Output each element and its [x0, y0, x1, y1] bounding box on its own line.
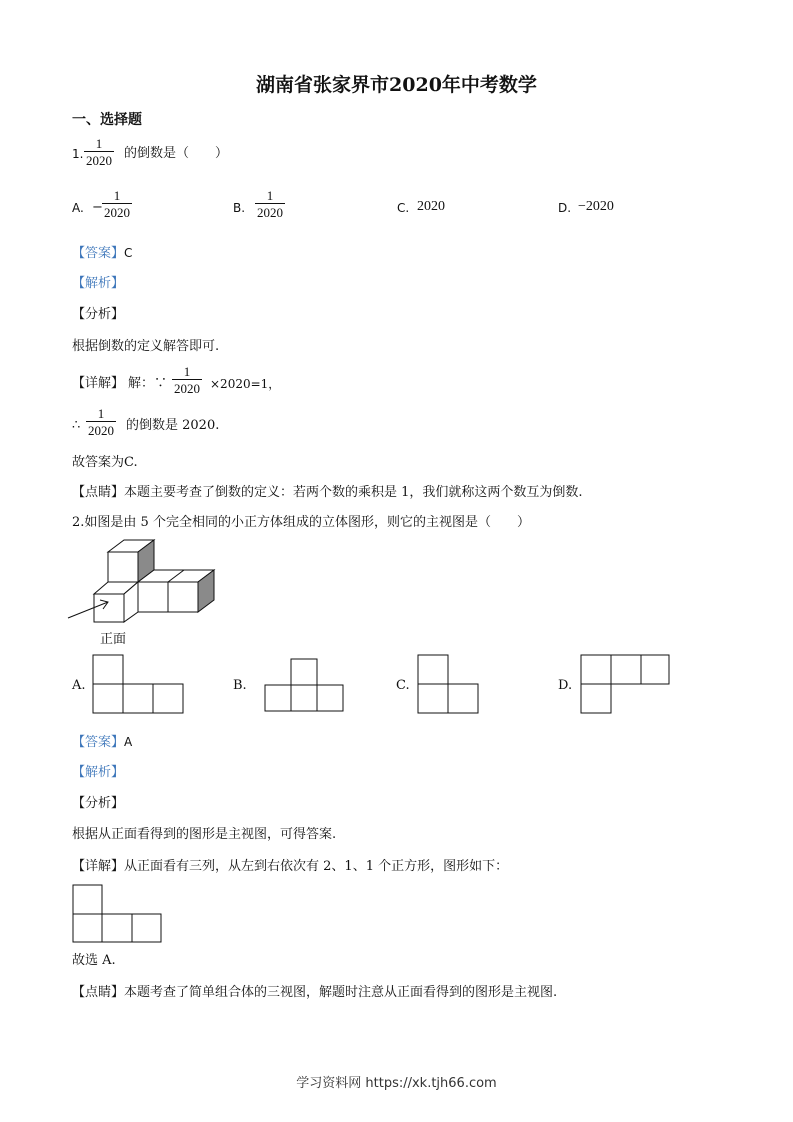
- q1-dianjing: 【点睛】本题主要考查了倒数的定义：若两个数的乘积是 1，我们就称这两个数互为倒数.: [72, 485, 583, 500]
- xiangjie-fraction: $\frac{1}{2020}$: [174, 364, 200, 396]
- q1-conclusion: 故答案为C.: [72, 455, 138, 470]
- cube-top-front: [108, 552, 138, 582]
- front-label: 正面: [100, 632, 127, 647]
- therefore-fraction: $\frac{1}{2020}$: [88, 406, 114, 438]
- q2-option-b-figure: [264, 658, 344, 712]
- q1-answer: 【答案】C: [72, 246, 133, 261]
- q2-option-c-figure: [417, 654, 479, 714]
- q2-option-c-letter: C.: [396, 678, 410, 693]
- q2-option-a-figure: [92, 654, 184, 714]
- option-a-fraction: $\frac{1}{2020}$: [104, 188, 130, 220]
- q2-option-a-letter: A.: [72, 678, 86, 693]
- question-number: 1.: [72, 147, 84, 161]
- stem-text: 的倒数是（ ）: [124, 146, 229, 161]
- footer-watermark: 学习资料网 https://xk.tjh66.com: [296, 1076, 497, 1091]
- q1-fenxi-tag: 【分析】: [72, 307, 125, 322]
- cube-figure: [66, 538, 226, 638]
- q2-option-b-letter: B.: [233, 678, 247, 693]
- section-heading: 一、选择题: [72, 112, 142, 128]
- q2-fenxi: 根据从正面看得到的图形是主视图，可得答案.: [72, 827, 337, 842]
- option-b-fraction: $\frac{1}{2020}$: [257, 188, 283, 220]
- q2-fenxi-tag: 【分析】: [72, 796, 125, 811]
- cube-right-front: [168, 582, 198, 612]
- q2-analysis-tag: 【解析】: [72, 765, 125, 780]
- q2-option-d-letter: D.: [558, 678, 573, 693]
- q2-option-d-figure: [580, 654, 672, 714]
- q2-dianjing: 【点睛】本题考查了简单组合体的三视图，解题时注意从正面看得到的图形是主视图.: [72, 985, 558, 1000]
- q2-xiangjie: 【详解】从正面看有三列，从左到右依次有 2、1、1 个正方形，图形如下：: [72, 859, 509, 874]
- q1-analysis-tag: 【解析】: [72, 276, 125, 291]
- cube-front-left: [94, 594, 124, 622]
- question-2-stem: 2.如图是由 5 个完全相同的小正方体组成的立体图形，则它的主视图是（ ）: [72, 515, 530, 530]
- q2-solution-figure: [72, 884, 164, 944]
- q2-answer: 【答案】A: [72, 735, 133, 750]
- page-title: 湖南省张家界市2020年中考数学: [256, 74, 537, 96]
- q1-fenxi: 根据倒数的定义解答即可.: [72, 339, 220, 354]
- q2-conclusion: 故选 A.: [72, 953, 116, 968]
- cube-mid-front: [138, 582, 168, 612]
- stem-fraction: $\frac{1}{2020}$: [86, 136, 112, 168]
